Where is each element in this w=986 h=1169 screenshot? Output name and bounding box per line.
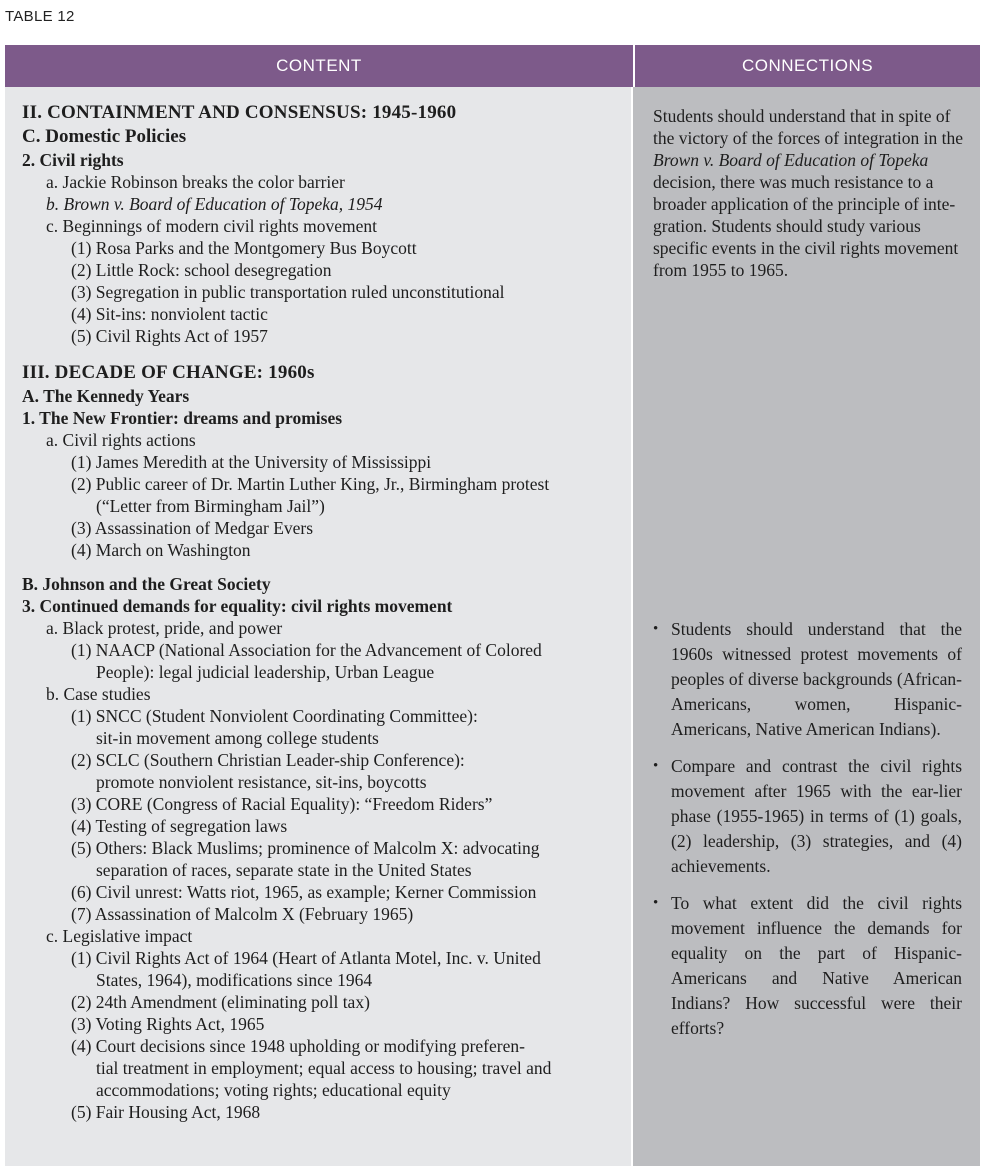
outline-subitem: (2) Little Rock: school desegregation	[71, 260, 332, 280]
subsection-heading: A. The Kennedy Years	[22, 386, 190, 406]
outline-subitem-continuation: separation of races, separate state in the United States	[96, 860, 472, 880]
connections-bullet: • To what extent did the civil rights movement influence the demands for equality on the part of Hispanic-Americans and Native American Indians? How successful were their efforts?	[653, 891, 962, 1041]
outline-item: a. Civil rights actions	[46, 430, 196, 450]
outline-subitem-continuation: accommodations; voting rights; educational equity	[96, 1080, 451, 1100]
section-heading: II. CONTAINMENT AND CONSENSUS: 1945-1960	[22, 102, 457, 123]
outline-subitem: (4) Sit-ins: nonviolent tactic	[71, 304, 268, 324]
section-heading: III. DECADE OF CHANGE: 1960s	[22, 362, 315, 383]
outline-subitem: (4) Court decisions since 1948 upholding or modifying preferen-	[71, 1036, 525, 1056]
topic-heading: 2. Civil rights	[22, 150, 124, 170]
outline-subitem: (4) Testing of segregation laws	[71, 816, 288, 836]
connections-bullet: • Compare and contrast the civil rights movement after 1965 with the ear-lier phase (1955-1965) in terms of (1) goals, (2) leadership, (3) strategies, and (4) achievements.	[653, 754, 962, 879]
connections-bullet-list	[653, 617, 962, 1053]
outline-subitem-continuation: tial treatment in employment; equal access to housing; travel and	[96, 1058, 552, 1078]
connections-paragraph	[653, 105, 964, 281]
subsection-heading: B. Johnson and the Great Society	[22, 574, 271, 594]
outline-subitem-continuation: (“Letter from Birmingham Jail”)	[96, 496, 325, 516]
outline-subitem: (5) Fair Housing Act, 1968	[71, 1102, 261, 1122]
outline-item: a. Black protest, pride, and power	[46, 618, 283, 638]
outline-subitem-continuation: promote nonviolent resistance, sit-ins, boycotts	[96, 772, 427, 792]
outline-subitem-continuation: People): legal judicial leadership, Urban League	[96, 662, 435, 682]
outline-subitem: (5) Civil Rights Act of 1957	[71, 326, 268, 346]
content-column-header: CONTENT	[5, 45, 635, 87]
outline-subitem-continuation: States, 1964), modifications since 1964	[96, 970, 373, 990]
connections-column	[633, 87, 980, 1166]
outline-item: c. Beginnings of modern civil rights movement	[46, 216, 377, 236]
outline-subitem: (2) SCLC (Southern Christian Leader-ship Conference):	[71, 750, 465, 770]
outline-subitem: (4) March on Washington	[71, 540, 251, 560]
connections-paragraph-text: Students should understand that in spite of the victory of the forces of integration in the	[653, 106, 964, 148]
outline-subitem: (2) 24th Amendment (eliminating poll tax)	[71, 992, 370, 1012]
connections-bullet: • Students should understand that the 1960s witnessed protest movements of peoples of diverse backgrounds (African-Americans, women, Hispanic-Americans, Native American Indians).	[653, 617, 962, 742]
outline-subitem: (3) Voting Rights Act, 1965	[71, 1014, 265, 1034]
outline-subitem: (6) Civil unrest: Watts riot, 1965, as example; Kerner Commission	[71, 882, 537, 902]
outline-subitem: (1) James Meredith at the University of Mississippi	[71, 452, 432, 472]
outline-subitem: (1) NAACP (National Association for the Advancement of Colored	[71, 640, 542, 660]
table-body-row	[5, 87, 980, 1166]
connections-column-header: CONNECTIONS	[741, 56, 874, 75]
subsection-heading: C. Domestic Policies	[22, 126, 187, 147]
outline-subitem: (3) Segregation in public transportation ruled unconstitutional	[71, 282, 505, 302]
outline-subitem: (3) Assassination of Medgar Evers	[71, 518, 314, 538]
outline-subitem: (1) SNCC (Student Nonviolent Coordinating Committee):	[71, 706, 478, 726]
outline-subitem: (1) Rosa Parks and the Montgomery Bus Boycott	[71, 238, 417, 258]
connections-paragraph-text: decision, there was much resistance to a broader application of the principle of inte-gration. Students should study various specific events in the civil rights movement from 1955 to 1965.	[653, 172, 959, 280]
topic-heading: 1. The New Frontier: dreams and promises	[22, 408, 343, 428]
topic-heading: 3. Continued demands for equality: civil rights movement	[22, 596, 453, 616]
outline-item: c. Legislative impact	[46, 926, 193, 946]
outline-subitem: (2) Public career of Dr. Martin Luther King, Jr., Birmingham protest	[71, 474, 550, 494]
outline-subitem: (7) Assassination of Malcolm X (February 1965)	[71, 904, 414, 924]
table-label: TABLE 12	[5, 8, 75, 25]
outline-subitem: (5) Others: Black Muslims; prominence of Malcolm X: advocating	[71, 838, 540, 858]
outline-subitem: (1) Civil Rights Act of 1964 (Heart of Atlanta Motel, Inc. v. United	[71, 948, 541, 968]
outline-subitem-continuation: sit-in movement among college students	[96, 728, 379, 748]
outline-subitem: (3) CORE (Congress of Racial Equality): “Freedom Riders”	[71, 794, 493, 814]
outline-item: a. Jackie Robinson breaks the color barrier	[46, 172, 345, 192]
table-header-row	[5, 45, 980, 87]
content-column	[5, 87, 633, 1166]
outline-item: b. Brown v. Board of Education of Topeka, 1954	[46, 194, 383, 214]
outline-item: b. Case studies	[46, 684, 151, 704]
connections-paragraph-case-title: Brown v. Board of Education of Topeka	[653, 150, 929, 170]
